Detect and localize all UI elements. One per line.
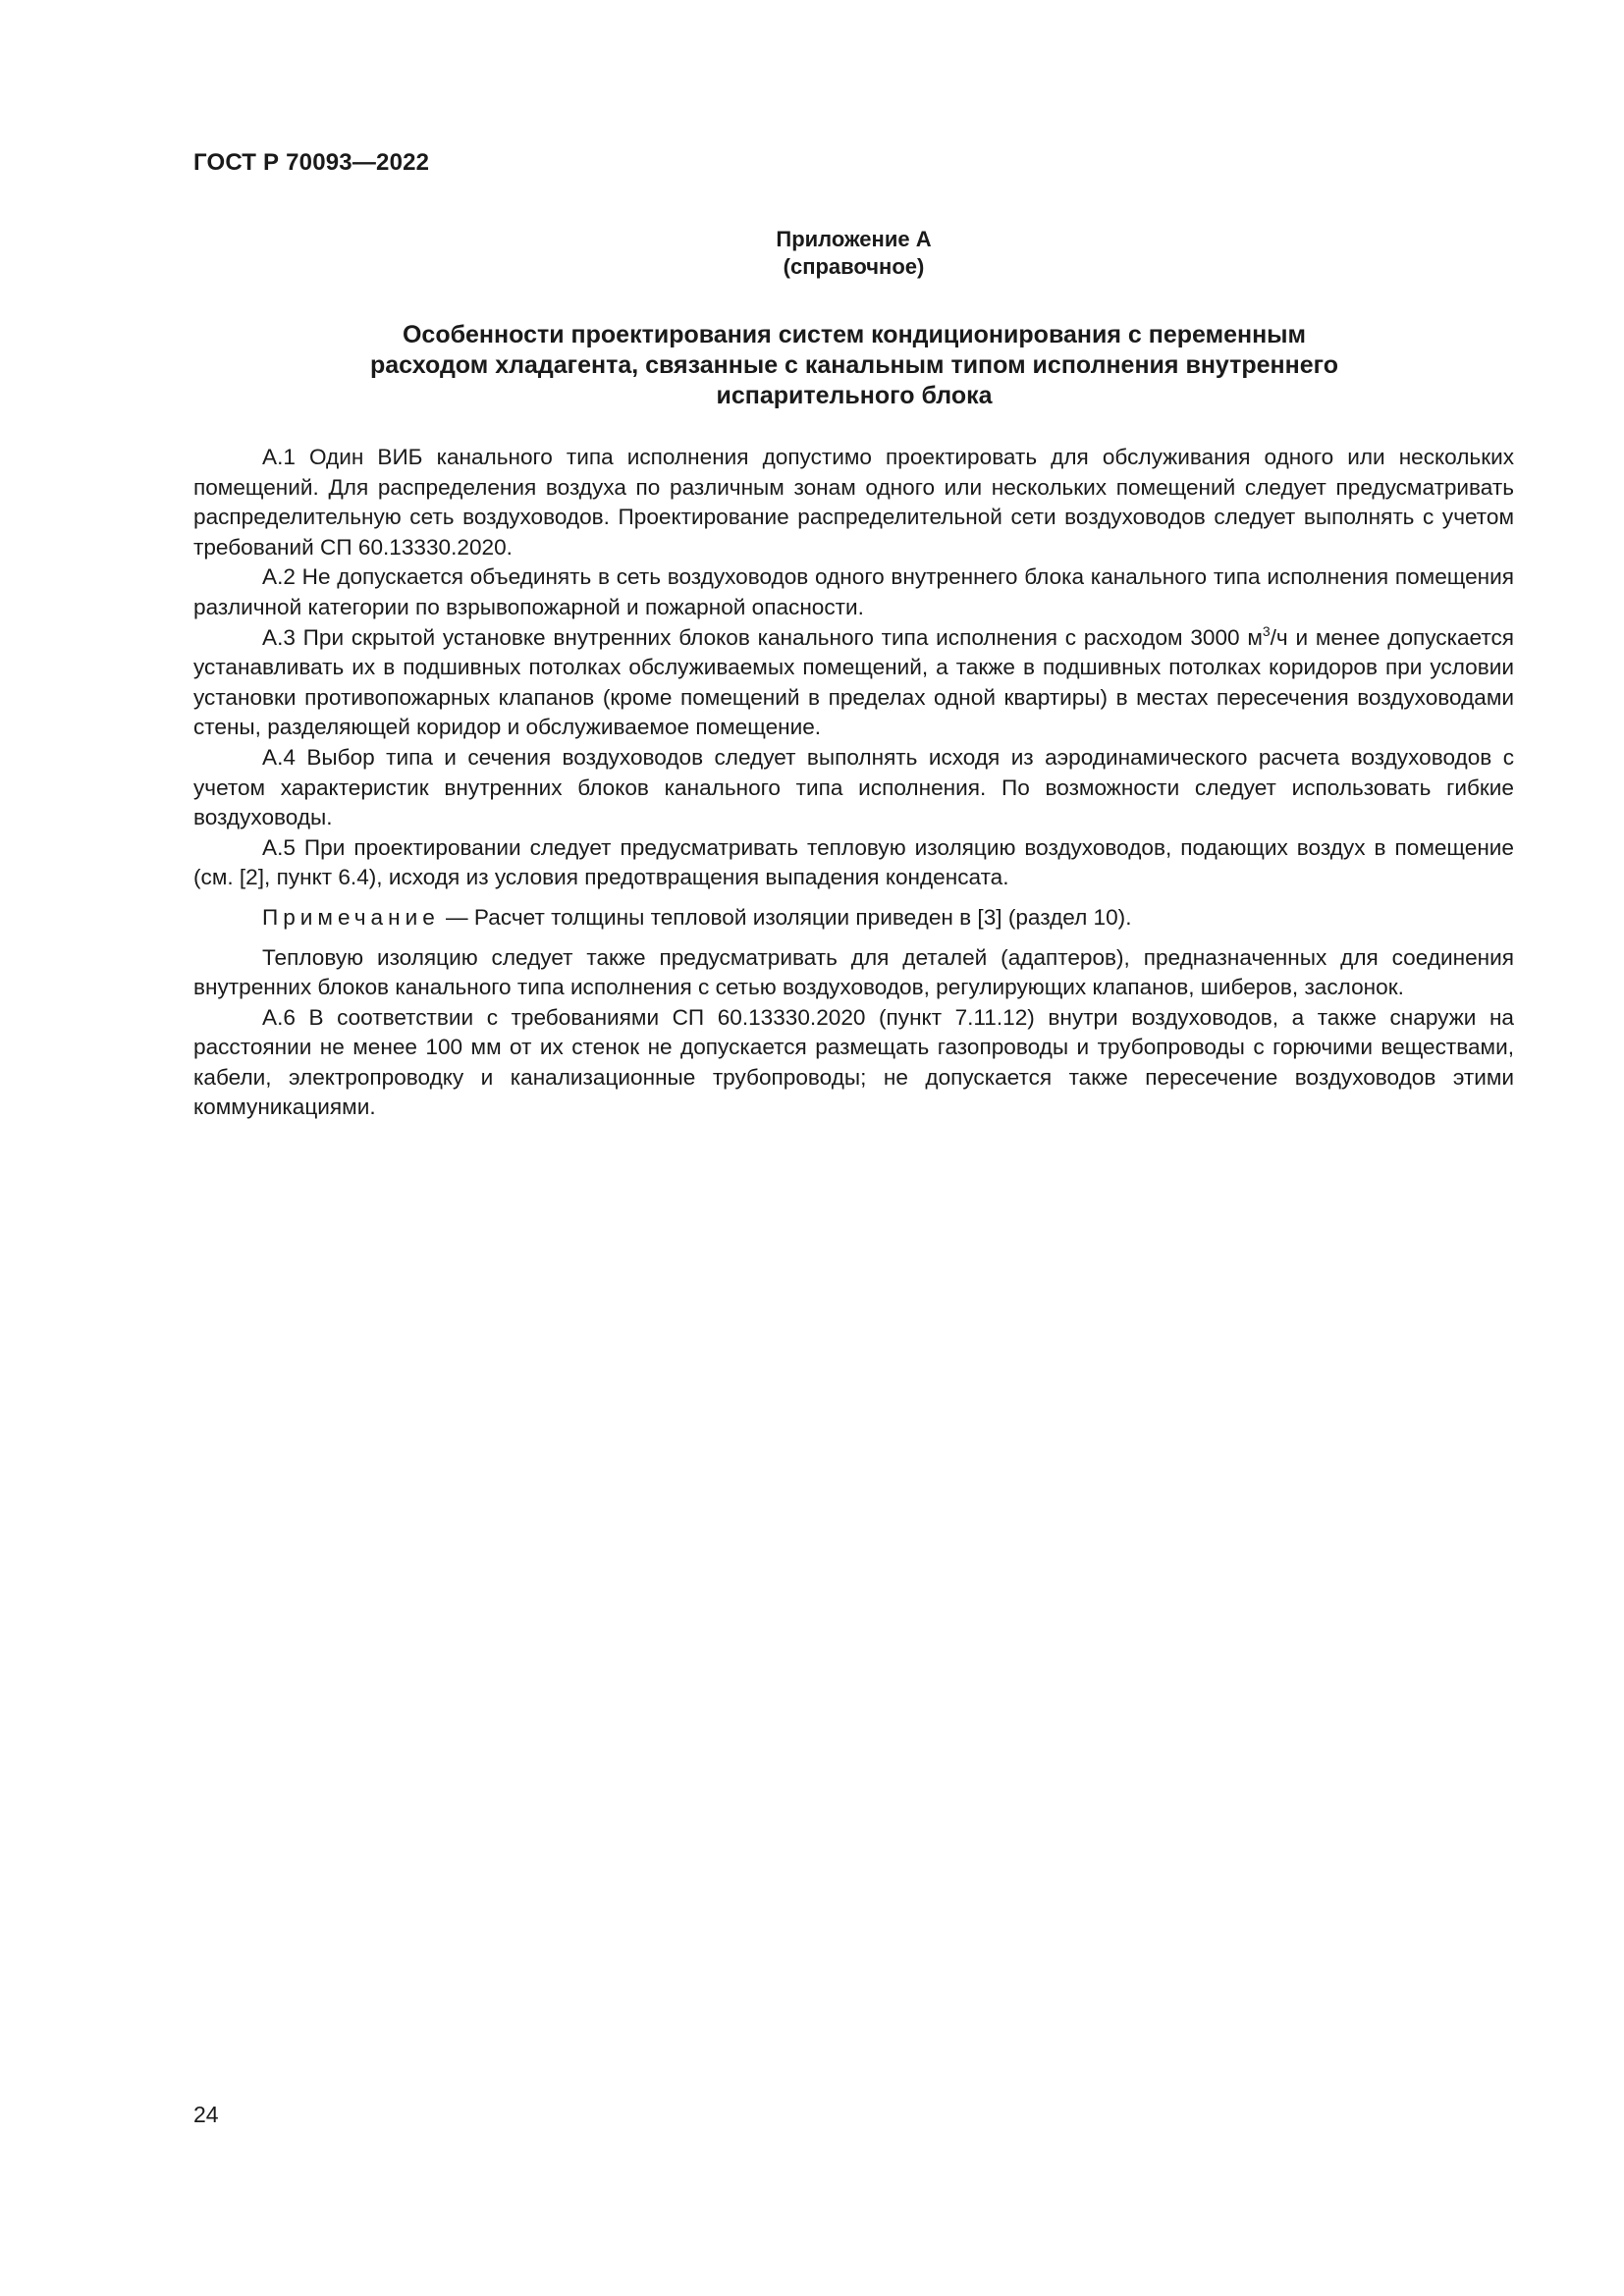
document-code-header: ГОСТ Р 70093—2022	[193, 149, 430, 176]
annex-type: (справочное)	[783, 254, 925, 279]
note-text: — Расчет толщины тепловой изоляции приведен в [3] (раздел 10).	[439, 904, 1132, 930]
paragraph-a3-part2: /ч и менее допускается устанавливать их в подшивных потолках обслуживаемых помещений, а также в подшивных потолках коридоров при условии установки противопожарных клапанов (кроме помещений в пределах одной квартиры) в местах пересечения воздуховодами стены, разделяющей коридор и обслуживаемое помещение.	[193, 624, 1514, 740]
paragraph-a6: А.6 В соответствии с требованиями СП 60.13330.2020 (пункт 7.11.12) внутри воздуховодов, а также снаружи на расстоянии не менее 100 мм от их стенок не допускается размещать газопроводы и трубопроводы с горючими веществами, кабели, электропроводку и канализационные трубопроводы; не допускается также пересечение воздуховодов этими коммуникациями.	[193, 1004, 1514, 1120]
annex-label: Приложение А	[776, 227, 932, 251]
note-label: Примечание	[262, 904, 440, 930]
paragraph-a3-part1: А.3 При скрытой установке внутренних блоков канального типа исполнения с расходом 3000 м	[262, 624, 1263, 650]
cubic-superscript: 3	[1262, 622, 1271, 639]
paragraph-insulation: Тепловую изоляцию следует также предусматривать для деталей (адаптеров), предназначенных для соединения внутренних блоков канального типа исполнения с сетью воздуховодов, регулирующих клапанов, шиберов, заслонок.	[193, 944, 1514, 1000]
annex-body	[193, 443, 1514, 1123]
page-number: 24	[193, 2102, 219, 2127]
annex-title-line-1: Особенности проектирования систем кондиционирования с переменным	[402, 321, 1307, 348]
annex-heading	[193, 226, 1514, 281]
paragraph-a3	[193, 623, 1514, 743]
note	[193, 903, 1514, 934]
paragraph-a1: А.1 Один ВИБ канального типа исполнения допустимо проектировать для обслуживания одного или нескольких помещений. Для распределения воздуха по различным зонам одного или нескольких помещений следует предусматривать распределительную сеть воздуховодов. Проектирование распределительной сети воздуховодов следует выполнять с учетом требований СП 60.13330.2020.	[193, 445, 1514, 560]
annex-title-line-3: испарительного блока	[716, 382, 993, 409]
annex-title	[265, 320, 1443, 411]
paragraph-a5: А.5 При проектировании следует предусматривать тепловую изоляцию воздуховодов, подающих воздух в помещение (см. [2], пункт 6.4), исходя из условия предотвращения выпадения конденсата.	[193, 834, 1514, 890]
annex-title-line-2: расходом хладагента, связанные с канальным типом исполнения внутреннего	[369, 351, 1339, 379]
paragraph-a4: А.4 Выбор типа и сечения воздуховодов следует выполнять исходя из аэродинамического расчета воздуховодов с учетом характеристик внутренних блоков канального типа исполнения. По возможности следует использовать гибкие воздуховоды.	[193, 744, 1514, 830]
paragraph-a2: А.2 Не допускается объединять в сеть воздуховодов одного внутреннего блока канального типа исполнения помещения различной категории по взрывопожарной и пожарной опасности.	[193, 564, 1514, 619]
